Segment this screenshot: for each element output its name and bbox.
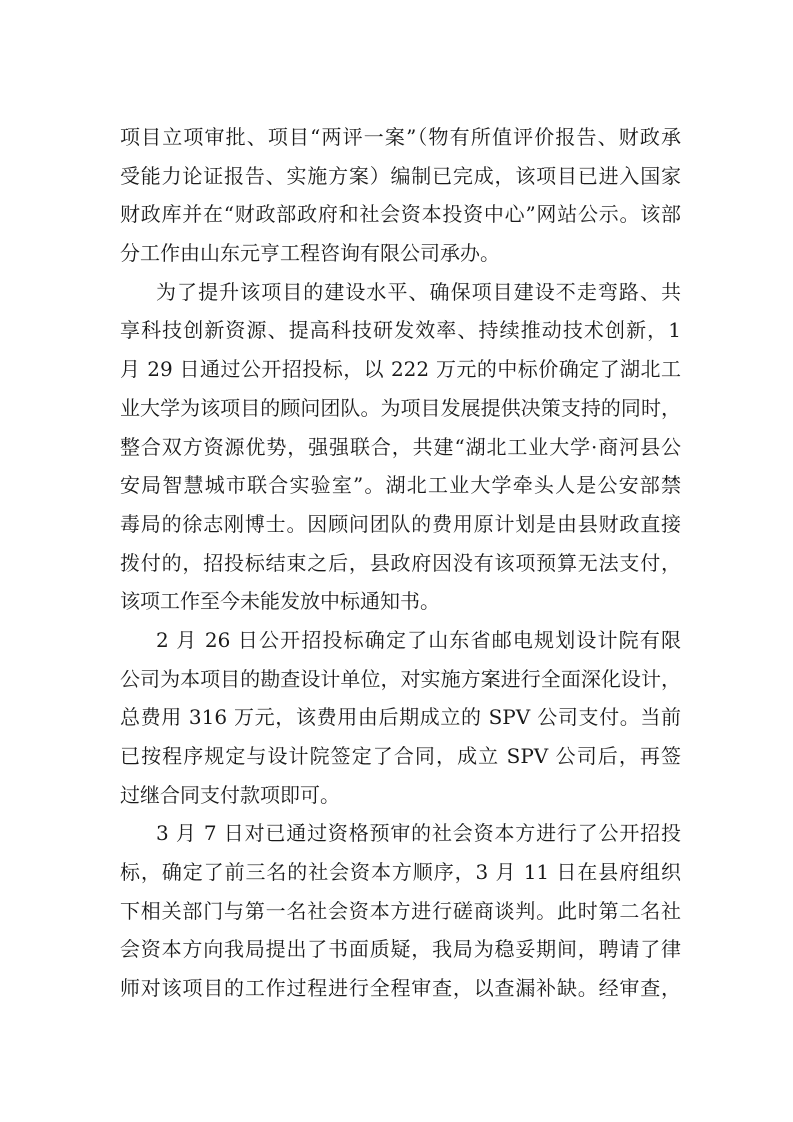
text-line: 享科技创新资源、提高科技研发效率、持续推动技术创新，1 xyxy=(120,318,681,343)
paragraph xyxy=(120,814,681,1007)
paragraph xyxy=(120,621,681,814)
text-line: 总费用 316 万元，该费用由后期成立的 SPV 公司支付。当前 xyxy=(120,705,681,730)
text-line: 月 29 日通过公开招投标，以 222 万元的中标价确定了湖北工 xyxy=(120,357,681,382)
text-line: 过继合同支付款项即可。 xyxy=(120,782,340,807)
text-line: 2 月 26 日公开招投标确定了山东省邮电规划设计院有限 xyxy=(156,627,681,652)
text-line: 受能力论证报告、实施方案）编制已完成，该项目已进入国家 xyxy=(120,163,681,188)
text-line: 项目立项审批、项目“两评一案”（物有所值评价报告、财政承 xyxy=(120,125,681,149)
document-page xyxy=(120,118,681,1008)
text-line: 标，确定了前三名的社会资本方顺序，3 月 11 日在县府组织 xyxy=(120,860,681,885)
text-line: 分工作由山东元亨工程咨询有限公司承办。 xyxy=(120,241,500,266)
text-line: 财政库并在“财政部政府和社会资本投资中心”网站公示。该部 xyxy=(120,202,681,227)
text-line: 已按程序规定与设计院签定了合同，成立 SPV 公司后，再签 xyxy=(120,744,681,768)
text-line: 该项工作至今未能发放中标通知书。 xyxy=(120,589,440,614)
paragraph xyxy=(120,273,681,621)
text-line: 安局智慧城市联合实验室”。湖北工业大学牵头人是公安部禁 xyxy=(120,473,681,498)
text-line: 业大学为该项目的顾问团队。为项目发展提供决策支持的同时， xyxy=(120,395,681,420)
text-line: 师对该项目的工作过程进行全程审查，以查漏补缺。经审查， xyxy=(120,976,681,1001)
text-line: 整合双方资源优势，强强联合，共建“湖北工业大学·商河县公 xyxy=(120,434,681,459)
text-line: 拨付的，招投标结束之后，县政府因没有该项预算无法支付， xyxy=(120,550,681,575)
text-line: 为了提升该项目的建设水平、确保项目建设不走弯路、共 xyxy=(156,279,681,304)
text-line: 会资本方向我局提出了书面质疑，我局为稳妥期间，聘请了律 xyxy=(120,937,681,962)
text-line: 公司为本项目的勘查设计单位，对实施方案进行全面深化设计， xyxy=(120,666,681,691)
text-line: 3 月 7 日对已通过资格预审的社会资本方进行了公开招投 xyxy=(156,821,681,846)
paragraph xyxy=(120,118,681,273)
text-line: 毒局的徐志刚博士。因顾问团队的费用原计划是由县财政直接 xyxy=(120,511,681,536)
text-line: 下相关部门与第一名社会资本方进行磋商谈判。此时第二名社 xyxy=(120,898,681,923)
